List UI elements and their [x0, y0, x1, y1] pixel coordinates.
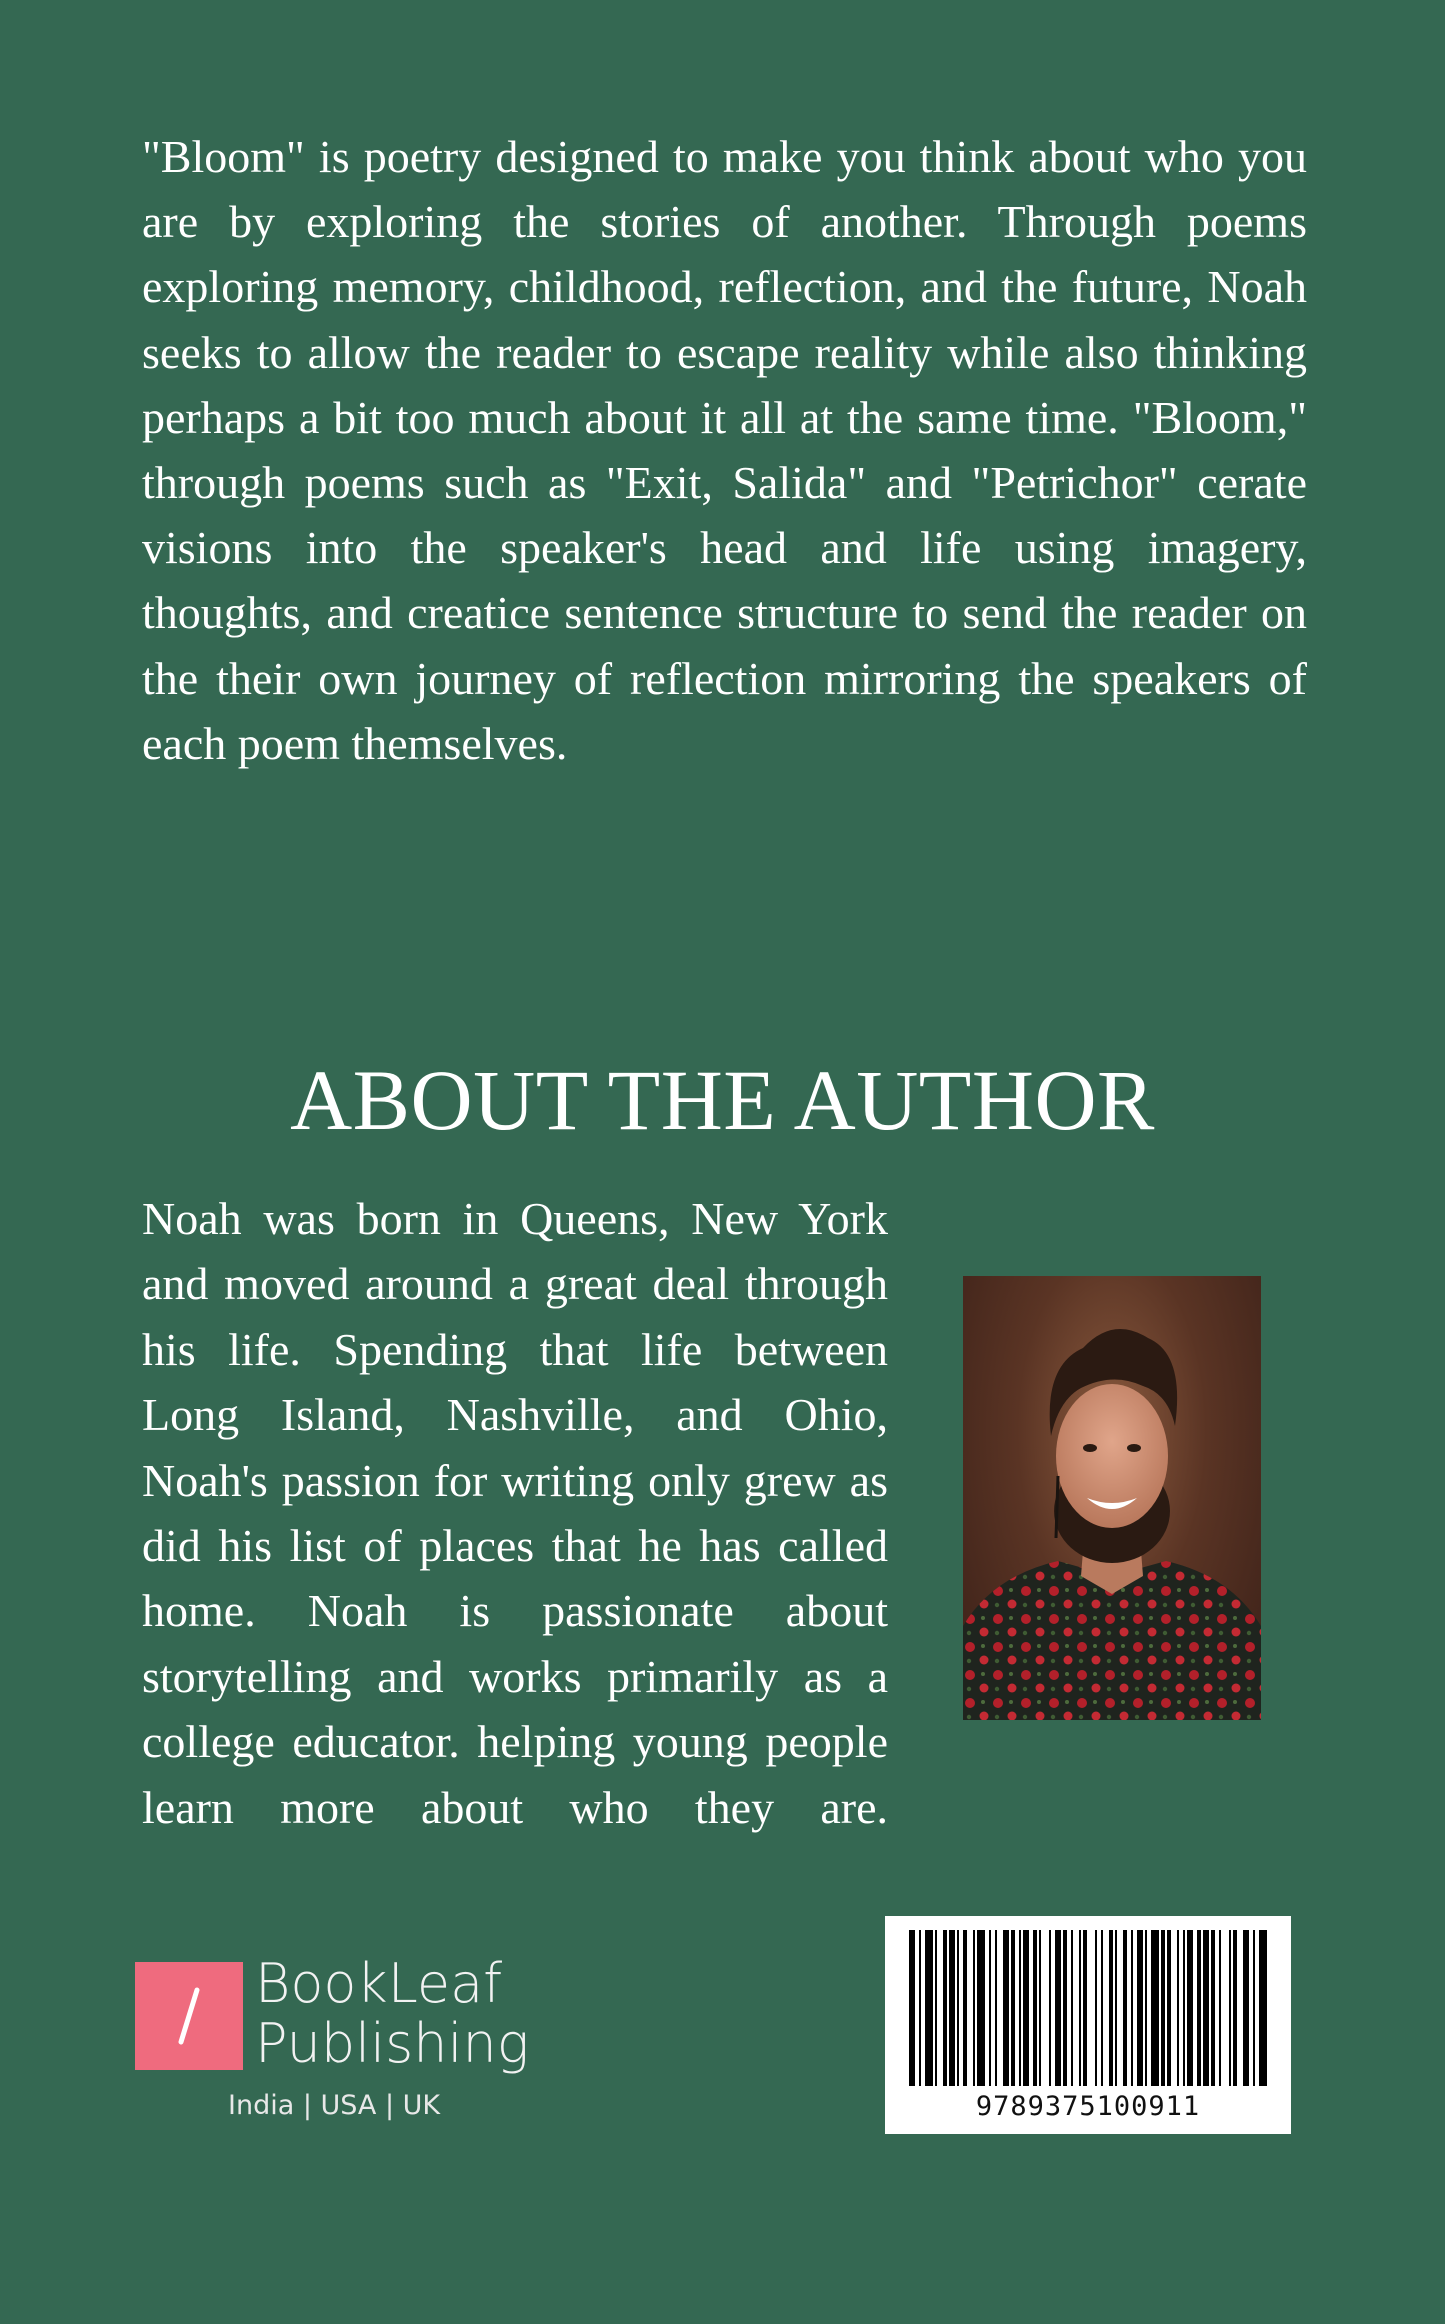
barcode-bar — [957, 1930, 959, 2086]
barcode-bar — [925, 1930, 933, 2086]
barcode-bar — [1161, 1930, 1165, 2086]
barcode-bar — [1151, 1930, 1159, 2086]
about-author-heading: ABOUT THE AUTHOR — [290, 1052, 1155, 1148]
barcode-bar — [1033, 1930, 1037, 2086]
publisher-regions: India | USA | UK — [228, 2090, 441, 2121]
publisher-name-line1: BookLeaf — [255, 1952, 503, 2015]
barcode-bar — [1011, 1930, 1015, 2086]
barcode-bar — [935, 1930, 937, 2086]
barcode-bar — [963, 1930, 967, 2086]
author-bio: Noah was born in Queens, New York and moved around a great deal through his life. Spending that life between Long Island, Nashville, and Ohio, Noah's passion for writing only grew as did his list of places that he has called home. Noah is passionate about storytelling and works primarily as a college educator. helping young people learn more about who they are. — [142, 1193, 888, 1833]
barcode-bar — [1145, 1930, 1147, 2086]
barcode-bar — [1177, 1930, 1179, 2086]
barcode-bar — [1259, 1930, 1267, 2086]
barcode-bar — [1253, 1930, 1255, 2086]
barcode-bar — [1211, 1930, 1215, 2086]
barcode-bar — [973, 1930, 975, 2086]
barcode-bar — [909, 1930, 915, 2086]
barcode-bar — [919, 1930, 921, 2086]
barcode-bar — [1079, 1930, 1081, 2086]
barcode-bar — [1229, 1930, 1231, 2086]
barcode-bar — [1101, 1930, 1103, 2086]
barcode-bar — [1123, 1930, 1127, 2086]
barcode-bar — [1203, 1930, 1209, 2086]
isbn-barcode — [885, 1916, 1291, 2134]
slash-logo-icon — [135, 1962, 243, 2070]
barcode-bar — [1071, 1930, 1073, 2086]
barcode-bar — [1233, 1930, 1237, 2086]
barcode-bar — [1055, 1930, 1061, 2086]
barcode-bar — [1183, 1930, 1185, 2086]
barcode-bar — [1063, 1930, 1067, 2086]
barcode-bar — [1083, 1930, 1087, 2086]
barcode-bar — [977, 1930, 985, 2086]
barcode-bar — [943, 1930, 947, 2086]
barcode-bar — [1187, 1930, 1193, 2086]
publisher-name — [255, 1954, 529, 2074]
barcode-bar — [1115, 1930, 1117, 2086]
barcode-bar — [1095, 1930, 1097, 2086]
isbn-number: 9789375100911 — [975, 2091, 1201, 2122]
barcode-bar — [989, 1930, 991, 2086]
publisher-logo — [135, 1952, 535, 2132]
barcode-bar — [995, 1930, 997, 2086]
back-cover-blurb: "Bloom" is poetry designed to make you think about who you are by exploring the stories of another. Through poems exploring memory, childhood, reflection, and the future, Noah seeks to allow the reader to escape reality while also thinking perhaps a bit too much about it all at the same time. "Bloom," through poems such as "Exit, Salida" and "Petrichor" cerate visions into the speaker's head and life using imagery, thoughts, and creatice sentence structure to send the reader on the their own journey of reflection mirroring the speakers of each poem themselves. — [142, 131, 1307, 769]
barcode-bar — [1167, 1930, 1171, 2086]
barcode-bar — [1131, 1930, 1133, 2086]
barcode-bar — [1197, 1930, 1201, 2086]
barcode-bar — [1137, 1930, 1143, 2086]
publisher-name-line2: Publishing — [255, 2012, 530, 2075]
author-photo — [963, 1276, 1261, 1720]
barcode-bar — [949, 1930, 955, 2086]
barcode-bar — [1219, 1930, 1221, 2086]
author-portrait-icon — [963, 1276, 1261, 1720]
barcode-bar — [1039, 1930, 1041, 2086]
barcode-bar — [1049, 1930, 1051, 2086]
barcode-bar — [1243, 1930, 1249, 2086]
barcode-bar — [1109, 1930, 1113, 2086]
barcode-bar — [1003, 1930, 1009, 2086]
barcode-bar — [1023, 1930, 1029, 2086]
barcode-bar — [1019, 1930, 1021, 2086]
